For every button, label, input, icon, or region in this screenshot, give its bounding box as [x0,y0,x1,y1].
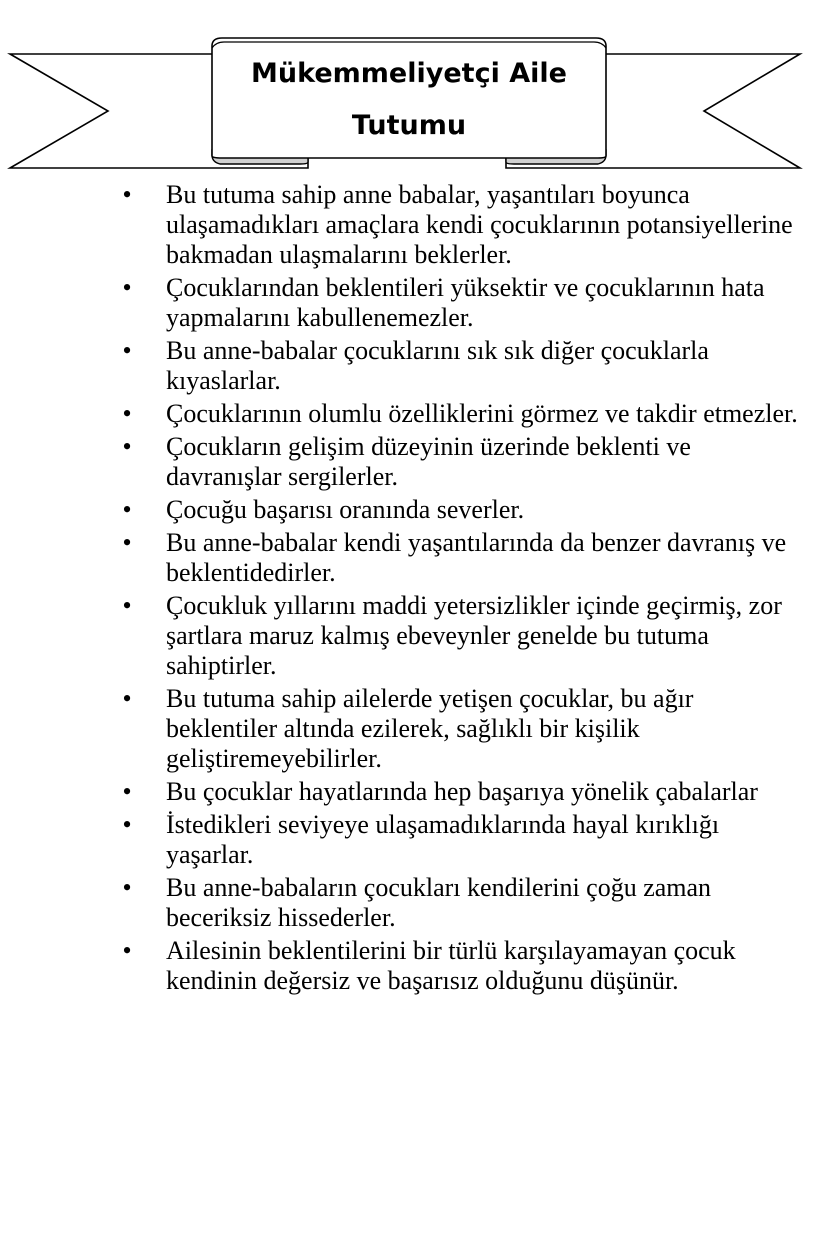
list-item [116,936,806,996]
list-item [116,684,806,774]
list-item-text: Bu tutuma sahip anne babalar, yaşantıları boyunca ulaşamadıkları amaçlara kendi çocuklarının potansiyellerine bakmadan ulaşmalarını beklerler. [166,180,793,269]
bullet-icon: • [122,273,132,302]
bullet-icon: • [122,777,132,806]
list-item-text: İstedikleri seviyeye ulaşamadıklarında hayal kırıklığı yaşarlar. [166,810,720,869]
bullet-icon: • [122,591,132,620]
bullet-icon: • [122,810,132,839]
bullet-icon: • [122,936,132,965]
list-item-text: Çocukların gelişim düzeyinin üzerinde beklenti ve davranışlar sergilerler. [166,432,691,491]
bullet-icon: • [122,399,132,428]
list-item-text: Çocuğu başarısı oranında severler. [166,495,525,524]
list-item-text: Bu tutuma sahip ailelerde yetişen çocuklar, bu ağır beklentiler altında ezilerek, sağlıklı bir kişilik geliştiremeyebilirler. [166,684,694,773]
list-item-text: Ailesinin beklentilerini bir türlü karşılayamayan çocuk kendinin değersiz ve başarısız olduğunu düşünür. [166,936,736,995]
list-item [116,495,806,525]
bullet-icon: • [122,180,132,209]
list-item [116,273,806,333]
list-item [116,336,806,396]
list-item [116,810,806,870]
list-item-text: Bu çocuklar hayatlarında hep başarıya yönelik çabalarlar [166,777,758,806]
bullet-icon: • [122,528,132,557]
list-item-text: Bu anne-babaların çocukları kendilerini çoğu zaman beceriksiz hissederler. [166,873,712,932]
list-item-text: Bu anne-babalar kendi yaşantılarında da benzer davranış ve beklentidedirler. [166,528,787,587]
banner-title [212,48,606,152]
list-item [116,432,806,492]
list-item [116,591,806,681]
bullet-icon: • [122,495,132,524]
banner-title-line-2: Tutumu [351,110,467,141]
list-item [116,180,806,270]
list-item [116,528,806,588]
bullet-icon: • [122,873,132,902]
bullet-icon: • [122,432,132,461]
banner-title-line-1: Mükemmeliyetçi Aile [251,58,567,89]
list-item [116,399,806,429]
list-item [116,777,806,807]
ribbon-banner [0,0,836,180]
list-item-text: Çocuklarından beklentileri yüksektir ve çocuklarının hata yapmalarını kabullenemezler. [166,273,765,332]
bullet-list [116,180,806,999]
list-item [116,873,806,933]
bullet-icon: • [122,684,132,713]
list-item-text: Bu anne-babalar çocuklarını sık sık diğer çocuklarla kıyaslarlar. [166,336,709,395]
bullet-icon: • [122,336,132,365]
list-item-text: Çocukluk yıllarını maddi yetersizlikler içinde geçirmiş, zor şartlara maruz kalmış ebeveynler genelde bu tutuma sahiptirler. [166,591,782,680]
list-item-text: Çocuklarının olumlu özelliklerini görmez ve takdir etmezler. [166,399,798,428]
